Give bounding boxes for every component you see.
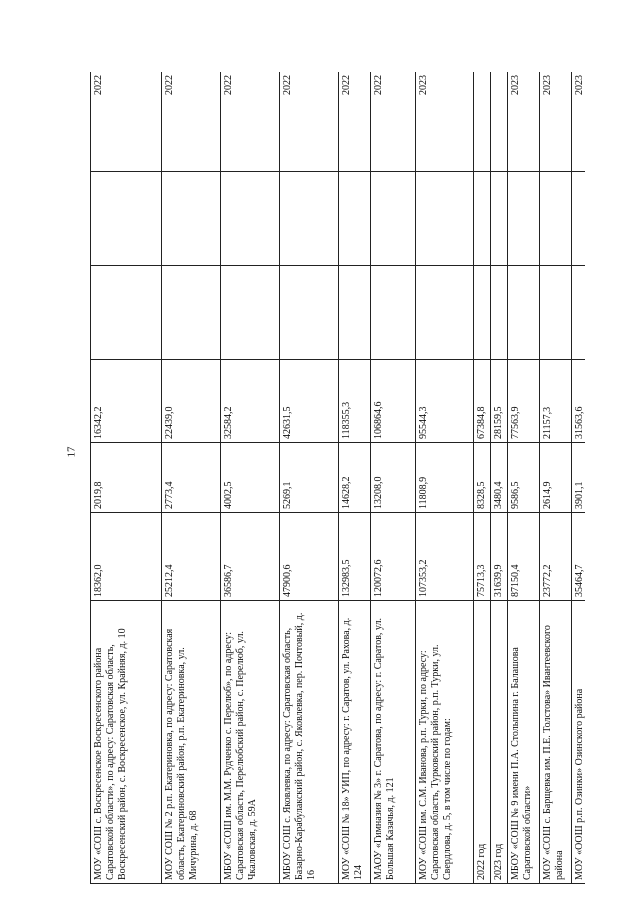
table-row bbox=[491, 72, 508, 884]
federal-budget-cell: 67384,8 bbox=[474, 360, 491, 443]
school-name-cell: МОУ «СОШ им. С.М. Иванова, р.п. Турки, по адресу: Саратовская область, Турковский район, р.п. Турки, ул. Свердлова, д. 5, в том числе по годам: bbox=[416, 601, 474, 884]
empty-cell bbox=[491, 266, 508, 360]
table-row bbox=[474, 72, 491, 884]
empty-cell bbox=[162, 266, 221, 360]
regional-budget-cell: 2614,9 bbox=[540, 443, 572, 513]
empty-cell bbox=[339, 172, 371, 266]
empty-cell bbox=[572, 172, 586, 266]
school-name-cell: МОУ «ООШ р.п. Озинки» Озинского района bbox=[572, 601, 586, 884]
total-cost-cell: 23772,2 bbox=[540, 513, 572, 601]
regional-budget-cell: 3901,1 bbox=[572, 443, 586, 513]
year-label-cell: 2022 год bbox=[474, 601, 491, 884]
table-row bbox=[416, 72, 474, 884]
regional-budget-cell: 13208,0 bbox=[371, 443, 416, 513]
federal-budget-cell: 95544,3 bbox=[416, 360, 474, 443]
school-name-cell: МАОУ «Гимназия № 3» г. Саратова, по адресу: г. Саратов, ул. Большая Казачья, д. 121 bbox=[371, 601, 416, 884]
federal-budget-cell: 31563,6 bbox=[572, 360, 586, 443]
federal-budget-cell: 16342,2 bbox=[91, 360, 162, 443]
table-row bbox=[540, 72, 572, 884]
year-cell: 2022 bbox=[91, 72, 162, 172]
school-name-cell: МОУ «СОШ № 18» УИП, по адресу: г. Саратов, ул. Рахова, д. 124 bbox=[339, 601, 371, 884]
federal-budget-cell: 32584,2 bbox=[221, 360, 280, 443]
year-cell: 2022 bbox=[162, 72, 221, 172]
empty-cell bbox=[474, 172, 491, 266]
year-cell: 2023 bbox=[416, 72, 474, 172]
year-cell: 2023 bbox=[508, 72, 540, 172]
federal-budget-cell: 21157,3 bbox=[540, 360, 572, 443]
empty-cell bbox=[162, 172, 221, 266]
empty-cell bbox=[572, 266, 586, 360]
page-number: 17 bbox=[65, 446, 78, 458]
empty-cell bbox=[91, 266, 162, 360]
table-frame bbox=[90, 72, 585, 884]
regional-budget-cell: 2019,8 bbox=[91, 443, 162, 513]
empty-cell bbox=[540, 172, 572, 266]
regional-budget-cell: 11808,9 bbox=[416, 443, 474, 513]
empty-cell bbox=[508, 172, 540, 266]
empty-cell bbox=[416, 266, 474, 360]
empty-cell bbox=[280, 172, 339, 266]
table-row bbox=[508, 72, 540, 884]
rotated-table-container bbox=[90, 72, 585, 884]
federal-budget-cell: 22439,0 bbox=[162, 360, 221, 443]
year-cell: 2022 bbox=[280, 72, 339, 172]
federal-budget-cell: 42631,5 bbox=[280, 360, 339, 443]
total-cost-cell: 35464,7 bbox=[572, 513, 586, 601]
year-cell: 2022 bbox=[371, 72, 416, 172]
empty-cell bbox=[280, 266, 339, 360]
regional-budget-cell: 3480,4 bbox=[491, 443, 508, 513]
school-name-cell: МОУ «СОШ с. Воскресенское Воскресенского района Саратовской области», по адресу: Саратовская область, Воскресенский район, с. Воскресенское, ул. Крайняя, д. 10 bbox=[91, 601, 162, 884]
total-cost-cell: 18362,0 bbox=[91, 513, 162, 601]
empty-cell bbox=[371, 172, 416, 266]
year-cell bbox=[474, 72, 491, 172]
empty-cell bbox=[416, 172, 474, 266]
total-cost-cell: 31639,9 bbox=[491, 513, 508, 601]
federal-budget-cell: 28159,5 bbox=[491, 360, 508, 443]
empty-cell bbox=[540, 266, 572, 360]
regional-budget-cell: 9586,5 bbox=[508, 443, 540, 513]
total-cost-cell: 36586,7 bbox=[221, 513, 280, 601]
table-row bbox=[162, 72, 221, 884]
table-row bbox=[91, 72, 162, 884]
school-name-cell: МБОУ «СОШ им. М.М. Рудченко с. Перелюб», по адресу: Саратовская область, Перелюбский район, с. Перелюб, ул. Чкаловская, д. 59А bbox=[221, 601, 280, 884]
total-cost-cell: 107353,2 bbox=[416, 513, 474, 601]
total-cost-cell: 132983,5 bbox=[339, 513, 371, 601]
regional-budget-cell: 8328,5 bbox=[474, 443, 491, 513]
year-cell: 2022 bbox=[221, 72, 280, 172]
regional-budget-cell: 14628,2 bbox=[339, 443, 371, 513]
regional-budget-cell: 2773,4 bbox=[162, 443, 221, 513]
total-cost-cell: 47900,6 bbox=[280, 513, 339, 601]
empty-cell bbox=[371, 266, 416, 360]
total-cost-cell: 120072,6 bbox=[371, 513, 416, 601]
year-cell: 2022 bbox=[339, 72, 371, 172]
table-row bbox=[371, 72, 416, 884]
table-row bbox=[339, 72, 371, 884]
school-name-cell: МБОУ «СОШ № 9 имени П.А. Столыпина г. Балашова Саратовской области» bbox=[508, 601, 540, 884]
empty-cell bbox=[339, 266, 371, 360]
empty-cell bbox=[221, 266, 280, 360]
budget-table bbox=[90, 72, 585, 884]
federal-budget-cell: 118355,3 bbox=[339, 360, 371, 443]
regional-budget-cell: 5269,1 bbox=[280, 443, 339, 513]
total-cost-cell: 75713,3 bbox=[474, 513, 491, 601]
empty-cell bbox=[221, 172, 280, 266]
school-name-cell: МОУ СОШ № 2 р.п. Екатериновка, по адресу: Саратовская область, Екатериновский район, р.п. Екатериновка, ул. Мичурина, д. 68 bbox=[162, 601, 221, 884]
federal-budget-cell: 106864,6 bbox=[371, 360, 416, 443]
table-row bbox=[572, 72, 586, 884]
empty-cell bbox=[474, 266, 491, 360]
total-cost-cell: 25212,4 bbox=[162, 513, 221, 601]
school-name-cell: МБОУ СОШ с. Яковлевка, по адресу: Саратовская область, Базарно-Карабулакский район, с. Яковлевка, пер. Почтовый, д. 16 bbox=[280, 601, 339, 884]
year-cell: 2023 bbox=[572, 72, 586, 172]
table-row bbox=[280, 72, 339, 884]
federal-budget-cell: 77563,9 bbox=[508, 360, 540, 443]
empty-cell bbox=[508, 266, 540, 360]
table-row bbox=[221, 72, 280, 884]
total-cost-cell: 87150,4 bbox=[508, 513, 540, 601]
empty-cell bbox=[491, 172, 508, 266]
empty-cell bbox=[91, 172, 162, 266]
school-name-cell: МОУ «СОШ с. Барщевка им. П.Е. Толстова» Ивантеевского района bbox=[540, 601, 572, 884]
year-label-cell: 2023 год bbox=[491, 601, 508, 884]
year-cell: 2023 bbox=[540, 72, 572, 172]
regional-budget-cell: 4002,5 bbox=[221, 443, 280, 513]
year-cell bbox=[491, 72, 508, 172]
